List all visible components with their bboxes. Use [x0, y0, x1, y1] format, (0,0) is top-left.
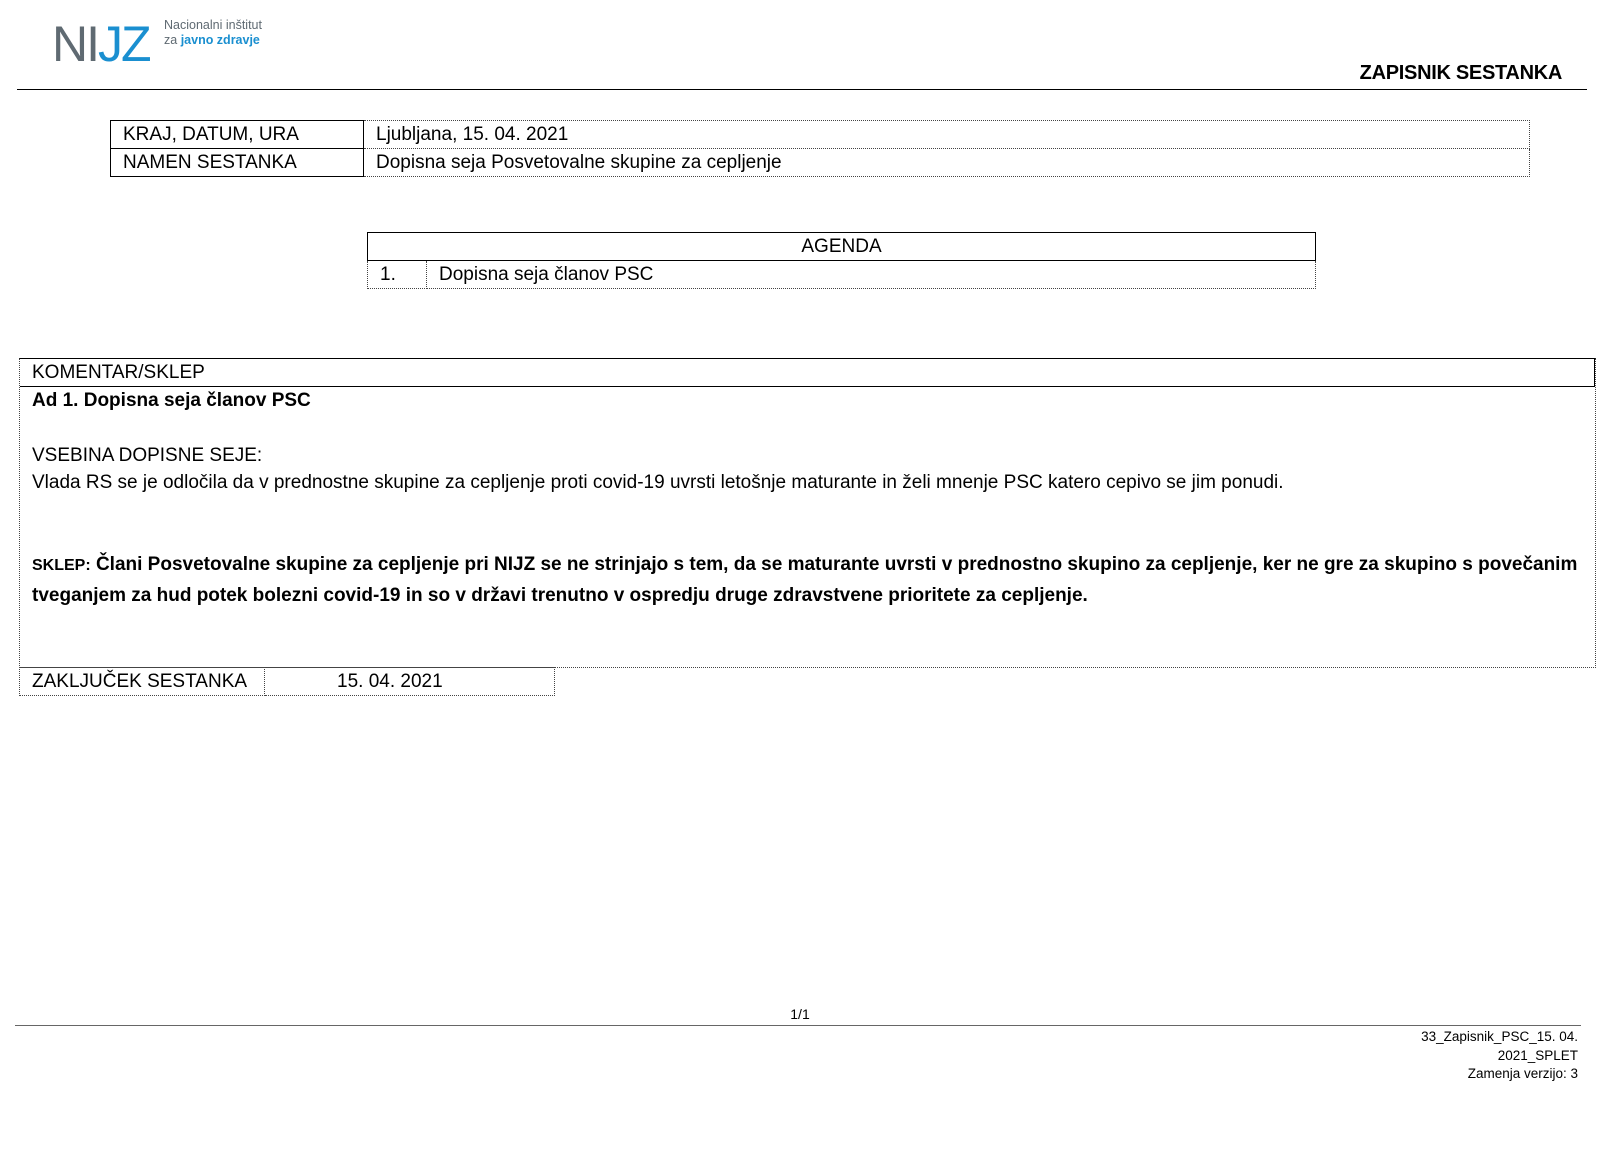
- nijz-logo: [52, 18, 150, 70]
- logo-line2: [164, 33, 262, 48]
- decision-label: SKLEP:: [32, 557, 91, 574]
- agenda-table: [367, 232, 1316, 289]
- decision-line1: [32, 550, 1583, 581]
- comment-heading: KOMENTAR/SKLEP: [20, 359, 1595, 387]
- logo-text: [164, 18, 262, 48]
- comment-body: [20, 387, 1595, 611]
- page-number: 1/1: [790, 1006, 810, 1022]
- logo-line2-prefix: za: [164, 33, 178, 47]
- agenda-item-text: Dopisna seja članov PSC: [427, 261, 1316, 289]
- content-text: Vlada RS se je odločila da v prednostne skupine za cepljenje proti covid-19 uvrsti letošnje maturante in želi mnenje PSC katero cepivo se jim ponudi.: [32, 472, 1284, 493]
- conclusion-date: 15. 04. 2021: [265, 668, 555, 696]
- decision: [32, 550, 1583, 611]
- logo-mark-jz: JZ: [98, 16, 150, 72]
- table-row: [111, 149, 1530, 177]
- logo-line2-bold: javno zdravje: [180, 33, 260, 47]
- logo-mark-ni: NI: [52, 16, 98, 72]
- place-date-value: Ljubljana, 15. 04. 2021: [364, 121, 1530, 149]
- place-date-label: KRAJ, DATUM, URA: [111, 121, 364, 149]
- meeting-info-table: [110, 120, 1530, 177]
- logo-line1: Nacionalni inštitut: [164, 18, 262, 32]
- content-heading: VSEBINA DOPISNE SEJE:: [32, 445, 263, 466]
- conclusion-table: [19, 667, 555, 696]
- comment-decision-section: [19, 358, 1596, 668]
- agenda-header-row: [368, 233, 1316, 261]
- table-row: [20, 668, 555, 696]
- agenda-item-number: 1.: [368, 261, 427, 289]
- decision-text-1: Člani Posvetovalne skupine za cepljenje pri NIJZ se ne strinjajo s tem, da se maturante uvrsti v prednostno skupino za cepljenje, ker ne gre za skupino s povečanim: [95, 554, 1578, 575]
- header-divider: [17, 89, 1587, 90]
- table-row: [368, 261, 1316, 289]
- agenda-item-title: Ad 1. Dopisna seja članov PSC: [32, 390, 311, 411]
- conclusion-label: ZAKLJUČEK SESTANKA: [20, 668, 265, 696]
- decision-text-2: tveganjem za hud potek bolezni covid-19 in so v državi trenutno v ospredju druge zdravstvene prioritete za cepljenje.: [32, 585, 1088, 606]
- version-info: Zamenja verzijo: 3: [1467, 1066, 1578, 1081]
- agenda-title: AGENDA: [368, 233, 1316, 261]
- purpose-value: Dopisna seja Posvetovalne skupine za cepljenje: [364, 149, 1530, 177]
- doc-id-line1: 33_Zapisnik_PSC_15. 04.: [1421, 1029, 1578, 1044]
- table-row: [111, 121, 1530, 149]
- footer-doc-info: [1421, 1028, 1578, 1084]
- purpose-label: NAMEN SESTANKA: [111, 149, 364, 177]
- doc-id-line2: 2021_SPLET: [1497, 1047, 1578, 1063]
- footer-divider: [15, 1025, 1581, 1026]
- document-title: ZAPISNIK SESTANKA: [1359, 62, 1562, 84]
